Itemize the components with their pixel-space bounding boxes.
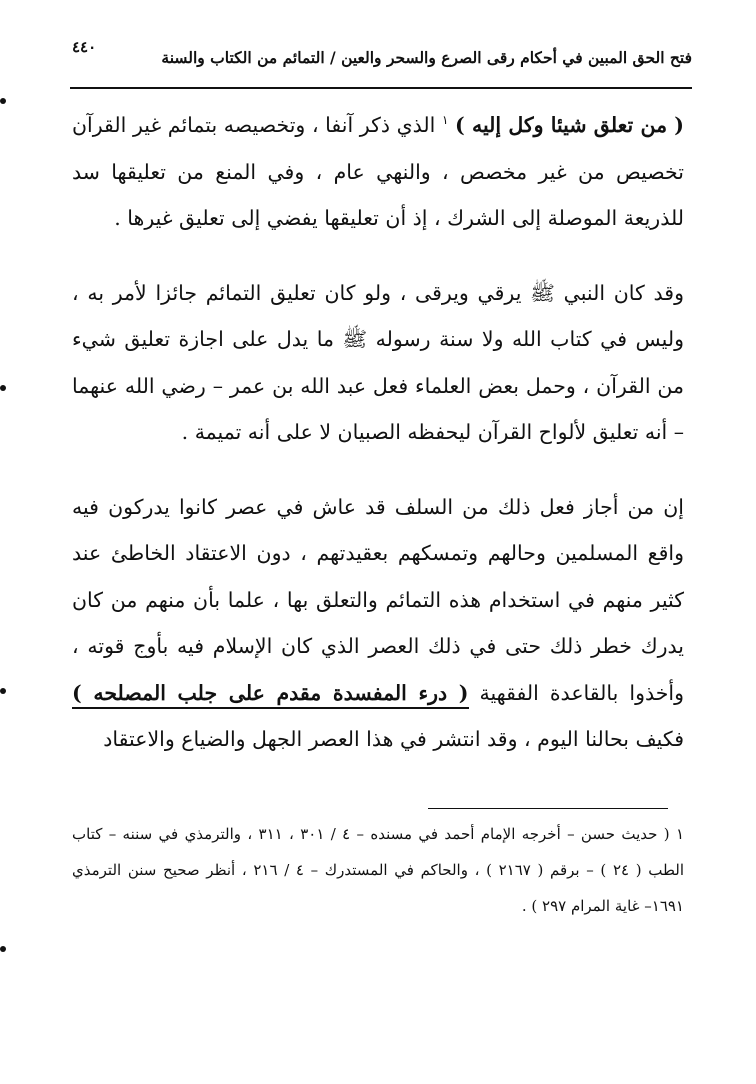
paragraph-1-text: الذي ذكر آنفا ، وتخصيصه بتمائم غير القرآن تخصيص من غير مخصص ، والنهي عام ، وفي المنع من تعليقها سد للذريعة الموصلة إلى الشرك ، إذ أن تعليقها يفضي إلى تعليق غيرها . (72, 113, 684, 230)
paragraph-2-text: وقد كان النبي ﷺ يرقي ويرقى ، ولو كان تعليق التمائم جائزا لأمر به ، وليس في كتاب الله ولا سنة رسوله ﷺ ما يدل على اجازة تعليق شيء من القرآن ، وحمل بعض العلماء فعل عبد الله بن عمر – رضي الله عنهما – أنه تعليق لألواح القرآن ليحفظه الصبيان لا على أنه تميمة . (72, 280, 684, 444)
footnotes (72, 816, 684, 924)
paragraph-1 (72, 102, 684, 242)
margin-dot (0, 946, 6, 952)
margin-dot (0, 688, 6, 694)
paragraph-3-text-start: إن من أجاز فعل ذلك من السلف قد عاش في عصر كانوا يدركون فيه واقع المسلمين وحالهم وتمسكهم بعقيدتهم ، دون الاعتقاد الخاطئ عند كثير منهم في استخدام هذه التمائم والتعلق بها ، علما بأن منهم من كان يدرك خطر ذلك حتى في ذلك العصر الذي كان الإسلام فيه بأوج قوته ، وأخذوا بالقاعدة الفقهية (72, 494, 684, 705)
footnote-rule (428, 808, 668, 809)
hadith-quote: ( من تعلق شيئا وكل إليه ) (455, 113, 684, 137)
margin-dot (0, 385, 6, 391)
paragraph-3-text-end: فكيف بحالنا اليوم ، وقد انتشر في هذا العصر الجهل والضياع والاعتقاد (103, 727, 684, 751)
body-text (72, 102, 684, 763)
footnote-marker: ١ (441, 113, 449, 128)
running-title: فتح الحق المبين في أحكام رقى الصرع والسحر والعين / التمائم من الكتاب والسنة (161, 48, 692, 67)
footnote-1: ١ ( حديث حسن – أخرجه الإمام أحمد في مسنده – ٤ / ٣٠١ ، ٣١١ ، والترمذي في سننه – كتاب الطب ( ٢٤ ) – برقم ( ٢١٦٧ ) ، والحاكم في المستدرك – ٤ / ٢١٦ ، أنظر صحيح سنن الترمذي ١٦٩١– غاية المرام ٢٩٧ ) . (72, 825, 685, 915)
page-number: ٤٤٠ (72, 38, 97, 56)
fiqh-rule-quote: ( درء المفسدة مقدم على جلب المصلحه ) (72, 681, 469, 709)
paragraph-2 (72, 270, 684, 456)
paragraph-3 (72, 484, 684, 763)
page-header (70, 34, 692, 78)
margin-dot (0, 98, 6, 104)
header-rule (70, 87, 692, 89)
